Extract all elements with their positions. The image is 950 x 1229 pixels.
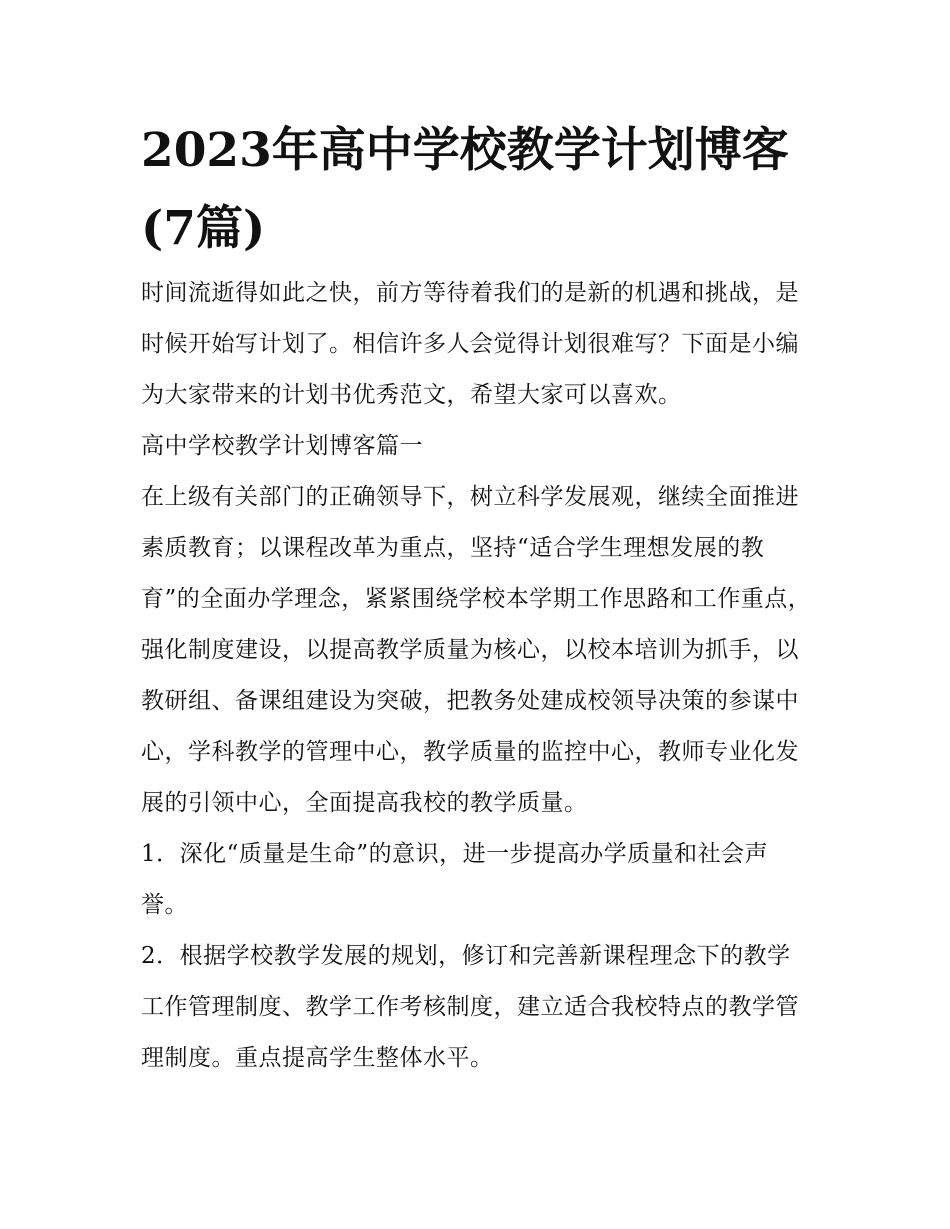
list-item-1: 1．深化“质量是生命”的意识，进一步提高办学质量和社会声誉。: [141, 841, 769, 918]
section-heading: 高中学校教学计划博客篇一: [141, 433, 423, 459]
list-item-2: 2．根据学校教学发展的规划，修订和完善新课程理念下的教学工作管理制度、教学工作考核制度，建立适合我校特点的教学管理制度。重点提高学生整体水平。: [141, 943, 799, 1071]
document-title: 2023年高中学校教学计划博客(7篇): [141, 123, 789, 256]
intro-paragraph: 时间流逝得如此之快，前方等待着我们的是新的机遇和挑战，是时候开始写计划了。相信许多人会觉得计划很难写？下面是小编为大家带来的计划书优秀范文，希望大家可以喜欢。: [141, 280, 799, 408]
document-page: [141, 112, 813, 1084]
body-paragraph: 在上级有关部门的正确领导下，树立科学发展观，继续全面推进素质教育；以课程改革为重点，坚持“适合学生理想发展的教育”的全面办学理念，紧紧围绕学校本学期工作思路和工作重点，强化制度建设，以提高教学质量为核心，以校本培训为抓手，以教研组、备课组建设为突破，把教务处建成校领导决策的参谋中心，学科教学的管理中心，教学质量的监控中心，教师专业化发展的引领中心，全面提高我校的教学质量。: [141, 484, 812, 816]
document-body: [141, 268, 813, 1084]
